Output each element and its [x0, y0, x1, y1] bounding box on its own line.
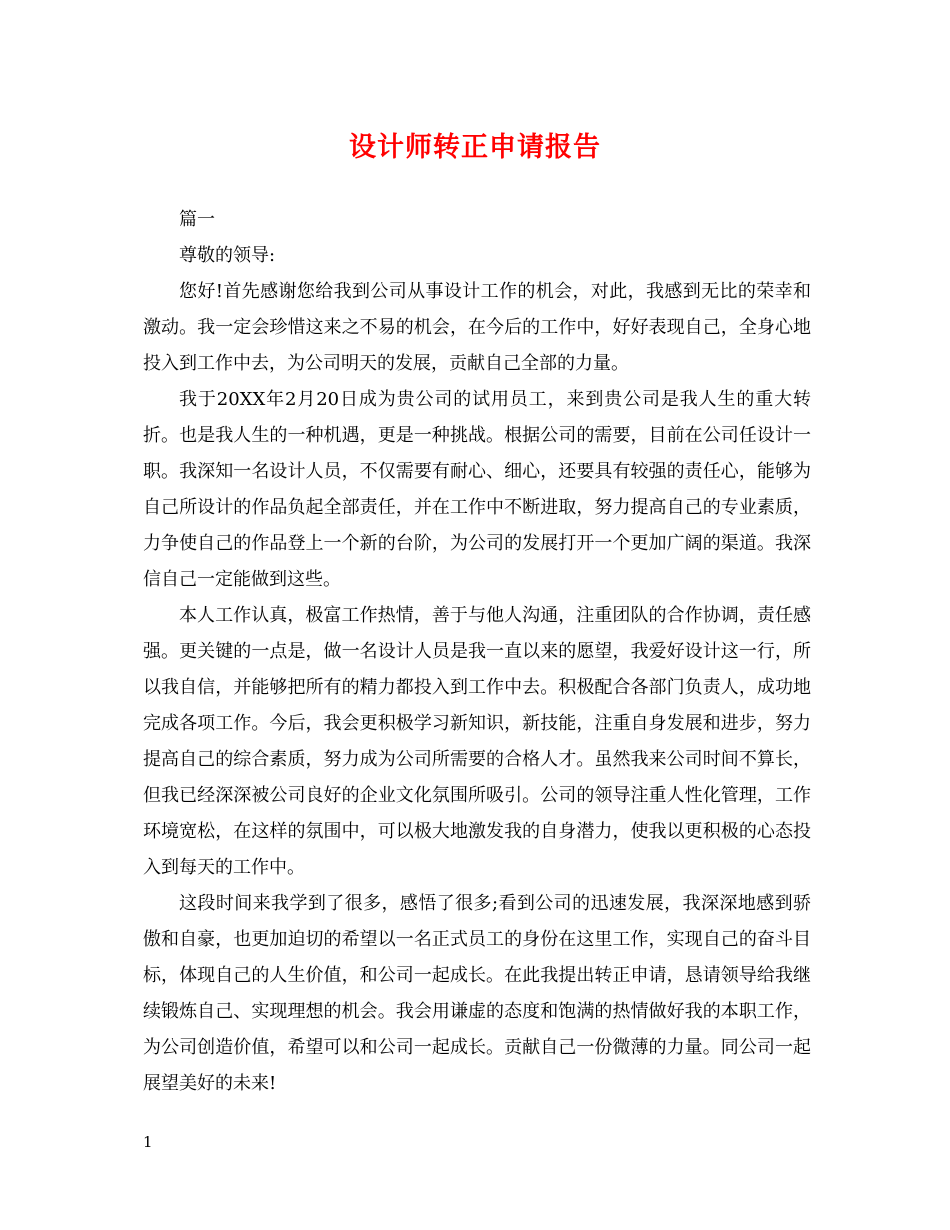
body-paragraph: 我于20XX年2月20日成为贵公司的试用员工，来到贵公司是我人生的重大转折。也是我人生的一种机遇，更是一种挑战。根据公司的需要，目前在公司任设计一职。我深知一名设计人员，不仅需要有耐心、细心，还要具有较强的责任心，能够为自己所设计的作品负起全部责任，并在工作中不断进取，努力提高自己的专业素质，力争使自己的作品登上一个新的台阶，为公司的发展打开一个更加广阔的渠道。我深信自己一定能做到这些。 [143, 389, 811, 590]
page-number: 1 [143, 1133, 153, 1151]
section-label: 篇一 [179, 209, 215, 230]
document-body [143, 202, 811, 1102]
salutation: 尊敬的领导: [179, 245, 276, 266]
body-paragraph: 本人工作认真，极富工作热情，善于与他人沟通，注重团队的合作协调，责任感强。更关键的一点是，做一名设计人员是我一直以来的愿望，我爱好设计这一行，所以我自信，并能够把所有的精力都投入到工作中去。积极配合各部门负责人，成功地完成各项工作。今后，我会更积极学习新知识，新技能，注重自身发展和进步，努力提高自己的综合素质，努力成为公司所需要的合格人才。虽然我来公司时间不算长，但我已经深深被公司良好的企业文化氛围所吸引。公司的领导注重人性化管理，工作环境宽松，在这样的氛围中，可以极大地激发我的自身潜力，使我以更积极的心态投入到每天的工作中。 [143, 605, 811, 878]
document-title: 设计师转正申请报告 [349, 132, 601, 163]
body-paragraph: 这段时间来我学到了很多，感悟了很多;看到公司的迅速发展，我深深地感到骄傲和自豪，也更加迫切的希望以一名正式员工的身份在这里工作，实现自己的奋斗目标，体现自己的人生价值，和公司一起成长。在此我提出转正申请，恳请领导给我继续锻炼自己、实现理想的机会。我会用谦虚的态度和饱满的热情做好我的本职工作，为公司创造价值，希望可以和公司一起成长。贡献自己一份微薄的力量。同公司一起展望美好的未来! [143, 893, 811, 1094]
body-paragraph: 您好!首先感谢您给我到公司从事设计工作的机会，对此，我感到无比的荣幸和激动。我一定会珍惜这来之不易的机会，在今后的工作中，好好表现自己，全身心地投入到工作中去，为公司明天的发展，贡献自己全部的力量。 [143, 281, 811, 374]
